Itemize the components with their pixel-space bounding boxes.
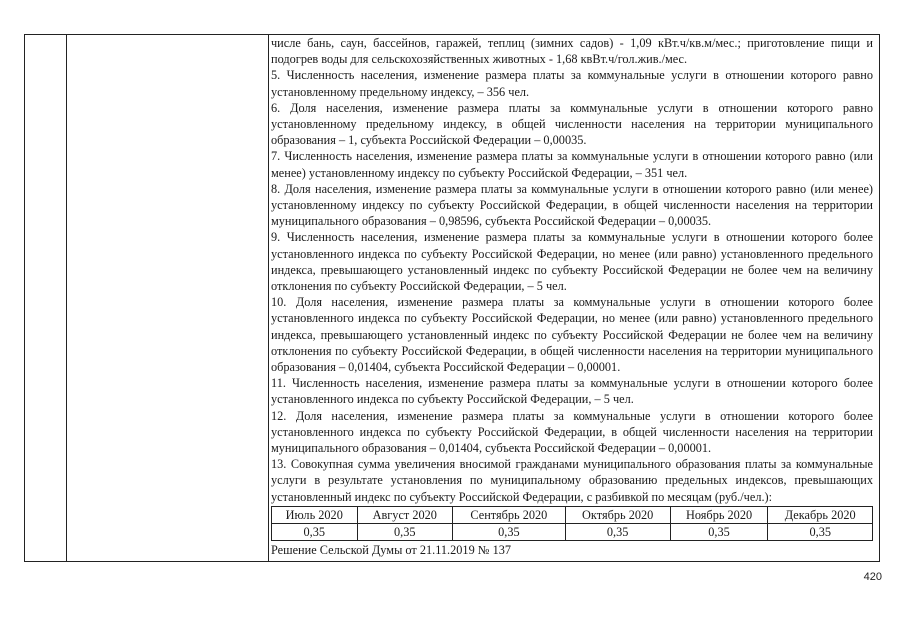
month-header: Август 2020 — [357, 506, 452, 523]
table-column-1 — [25, 35, 67, 561]
month-header: Октябрь 2020 — [565, 506, 670, 523]
month-header: Сентябрь 2020 — [453, 506, 566, 523]
table-row — [272, 523, 873, 540]
table-column-2 — [67, 35, 269, 561]
month-value: 0,35 — [272, 523, 358, 540]
paragraph-item-10: 10. Доля населения, изменение размера платы за коммунальные услуги в отношении которого более установленного индекса по субъекту Российской Федерации, но менее (или равно) установленного предельного индекса, превышающего установленный индекс по субъекту Российской Федерации не более чем на величину отклонения по субъекту Российской Федерации, в общей численности населения на территории муниципального образования – 0,01404, субъекта Российской Федерации – 0,00001. — [271, 295, 873, 375]
decision-reference: Решение Сельской Думы от 21.11.2019 № 137 — [271, 542, 512, 557]
paragraph-item-6: 6. Доля населения, изменение размера платы за коммунальные услуги в отношении которого равно установленному предельному индексу, в общей численности населения на территории муниципального образования – 1, субъекта Российской Федерации – 0,00035. — [271, 100, 873, 148]
table-header-row — [272, 506, 873, 523]
month-value: 0,35 — [768, 523, 873, 540]
paragraph-item-9: 9. Численность населения, изменение размера платы за коммунальные услуги в отношении которого более установленного индекса по субъекту Российской Федерации, но менее (или равно) установленного предельного индекса, превышающего установленный индекс по субъекту Российской Федерации не более чем на величину отклонения по субъекту Российской Федерации, – 5 чел. — [271, 230, 873, 294]
monthly-amounts-table — [271, 506, 873, 541]
month-value: 0,35 — [453, 523, 566, 540]
month-header: Ноябрь 2020 — [670, 506, 768, 523]
paragraph-continuation: числе бань, саун, бассейнов, гаражей, теплиц (зимних садов) - 1,09 кВт.ч/кв.м/мес.; приготовление пищи и подогрев воды для сельскохозяйственных животных - 1,68 квВт.ч/гол.жив./мес. — [271, 36, 873, 67]
month-value: 0,35 — [357, 523, 452, 540]
paragraph-item-13: 13. Совокупная сумма увеличения вносимой гражданами муниципального образования платы за коммунальные услуги в результате установления по муниципальному образованию предельных индексов, превышающих установленный индекс по субъекту Российской Федерации, с разбивкой по месяцам (руб./чел.): — [271, 457, 873, 504]
month-value: 0,35 — [565, 523, 670, 540]
paragraph-item-7: 7. Численность населения, изменение размера платы за коммунальные услуги в отношении которого равно (или менее) установленному индексу по субъекту Российской Федерации, – 351 чел. — [271, 149, 873, 180]
month-header: Июль 2020 — [272, 506, 358, 523]
paragraph-item-5: 5. Численность населения, изменение размера платы за коммунальные услуги в отношении которого равно установленному предельному индексу, – 356 чел. — [271, 68, 873, 99]
table-column-text — [269, 35, 879, 561]
document-table — [24, 34, 880, 562]
month-header: Декабрь 2020 — [768, 506, 873, 523]
paragraph-item-12: 12. Доля населения, изменение размера платы за коммунальные услуги в отношении которого более установленного индекса по субъекту Российской Федерации, в общей численности населения на территории муниципального образования – 0,01404, субъекта Российской Федерации – 0,00001. — [271, 408, 873, 456]
month-value: 0,35 — [670, 523, 768, 540]
paragraph-item-8: 8. Доля населения, изменение размера платы за коммунальные услуги в отношении которого равно (или менее) установленному индексу по субъекту Российской Федерации, в общей численности населения на территории муниципального образования – 0,98596, субъекта Российской Федерации – 0,00035. — [271, 181, 873, 229]
paragraph-item-11: 11. Численность населения, изменение размера платы за коммунальные услуги в отношении которого более установленного индекса по субъекту Российской Федерации, – 5 чел. — [271, 376, 873, 407]
page-number: 420 — [863, 571, 882, 583]
